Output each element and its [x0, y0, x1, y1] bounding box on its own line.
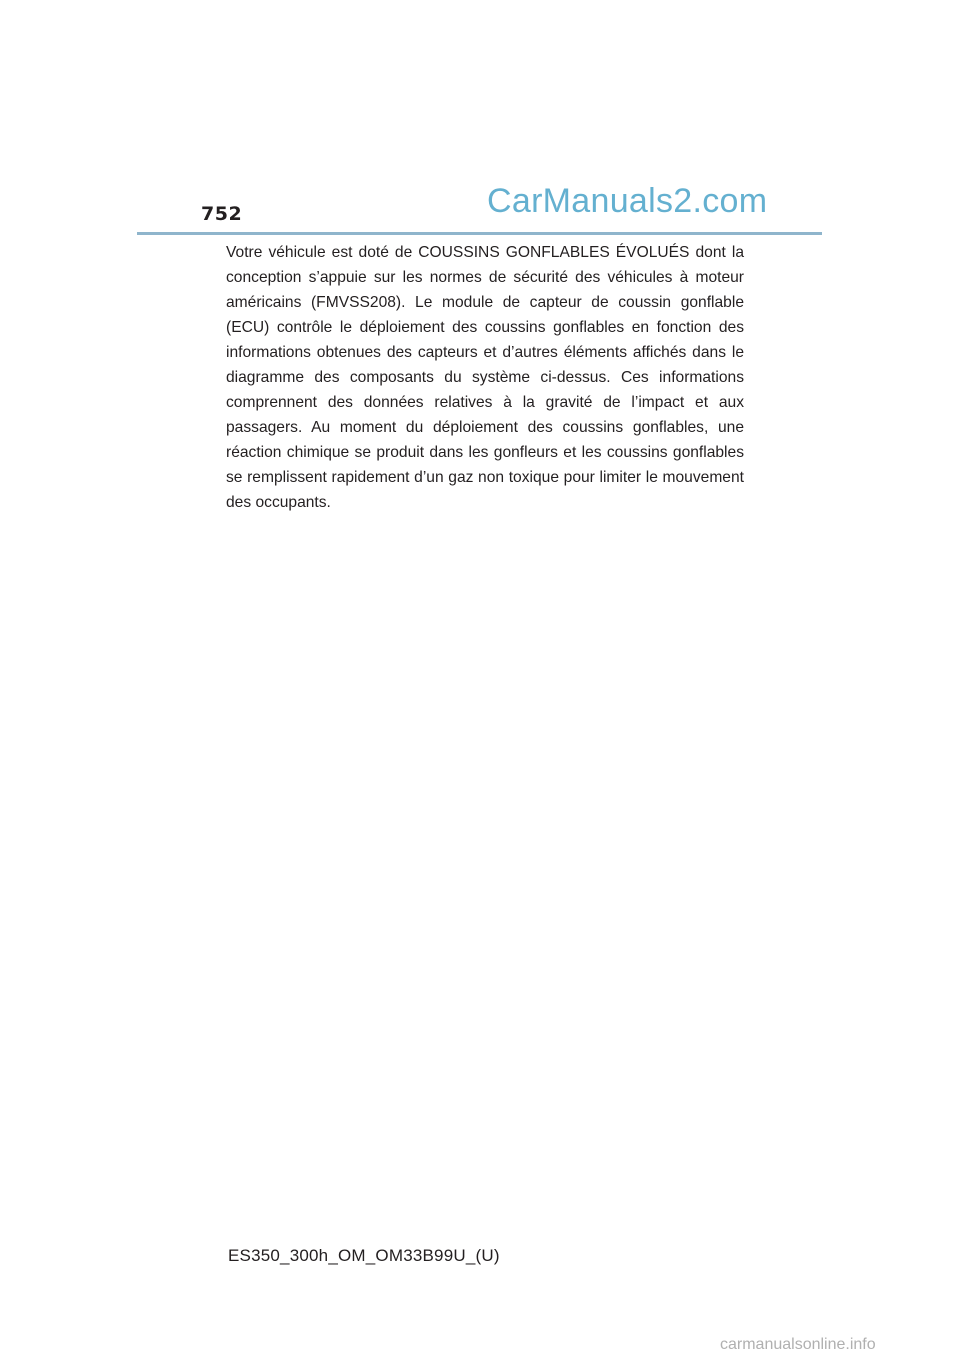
- watermark-logo: CarManuals2.com: [487, 182, 768, 220]
- page-number: 752: [201, 203, 243, 225]
- body-paragraph: Votre véhicule est doté de COUSSINS GONFLABLES ÉVOLUÉS dont la conception s’appuie sur les normes de sécurité des véhicules à moteur américains (FMVSS208). Le module de capteur de coussin gonflable (ECU) contrôle le déploiement des coussins gonflables en fonction des informations obtenues des capteurs et d’autres éléments affichés dans le diagramme des composants du système ci-dessus. Ces informations comprennent des données relatives à la gravité de l’impact et aux passagers. Au moment du déploiement des coussins gonflables, une réaction chimique se produit dans les gonfleurs et les coussins gonflables se remplissent rapidement d’un gaz non toxique pour limiter le mouvement des occupants.: [226, 244, 744, 511]
- footer-watermark: carmanualsonline.info: [720, 1336, 876, 1353]
- header-rule: [137, 232, 822, 235]
- footer-document-code: ES350_300h_OM_OM33B99U_(U): [228, 1246, 500, 1265]
